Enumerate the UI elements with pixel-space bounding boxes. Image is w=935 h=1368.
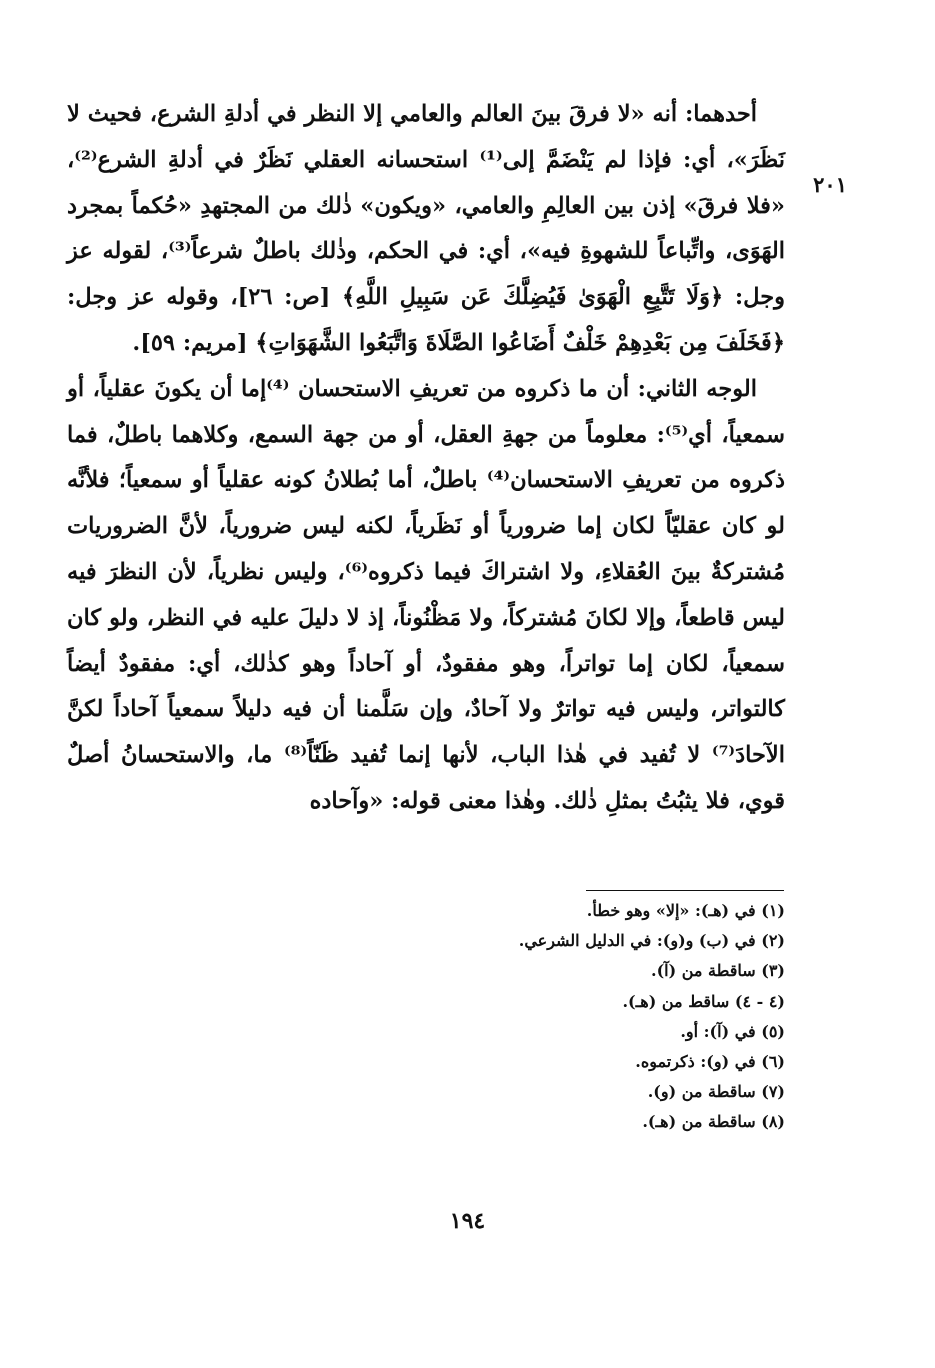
footnote-item: (٦) في (و): ذكرتموه. — [635, 1052, 785, 1072]
footnote-item: (٨) ساقطة من (هـ). — [642, 1112, 785, 1132]
paragraph-second: الوجه الثاني: أن ما ذكروه من تعريفِ الاستحسان ⁽⁴⁾إما أن يكونَ عقلياً، أو سمعياً، أي⁽⁵⁾: معلوماً من جهةِ العقل، أو من جهة السمع، وكلاهما باطلٌ، فما ذكروه من تعريفِ الاستحسان⁽⁴⁾ باطلٌ، أما بُطلانُ كونه عقلياً أو سمعياً؛ فلأنَّه لو كان عقليّاً لكان إما ضرورياً أو نَظَرياً، لكنه ليس ضرورياً، لأنَّ الضروريات مُشتركةٌ بينَ العُقلاءِ، ولا اشتراكَ فيما ذكروه⁽⁶⁾، وليس نظرياً، لأن النظرَ فيه ليس قاطعاً، وإلا لكانَ مُشتركاً، ولا مَظْنُوناً، إذ لا دليلَ عليه في النظر، ولو كان سمعياً، لكان إما تواتراً، وهو مفقودٌ، أو آحاداً وهو كذٰلك، أي: مفقودٌ أيضاً كالتواتر، وليس فيه تواترٌ ولا آحادٌ، وإن سَلَّمنا أن فيه دليلاً سمعياً آحاداً لكنَّ الآحادَ⁽⁷⁾ لا تُفيد في هٰذا الباب، لأنها إنما تُفيد ظَنّاً⁽⁸⁾ ما، والاستحسانُ أصلٌ قوي، فلا يثبُتُ بمثلِ ذٰلك. وهٰذا معنى قوله: «وآحاده — [67, 375, 786, 814]
footnote-item: (٢) في (ب) و(و): في الدليل الشرعي. — [518, 931, 785, 951]
footnote-item: (٣) ساقطة من (آ). — [651, 961, 785, 981]
paragraph-first: أحدهما: أنه «لا فرقَ بينَ العالم والعامي إلا النظر في أدلةِ الشرع، فحيث لا نَظَرَ»، أي: فإذا لم يَنْضَمَّ إلى⁽¹⁾ استحسانه العقلي نَظَرٌ في أدلةِ الشرع⁽²⁾، «فلا فرقَ» إذن بين العالِمِ والعامي، «ويكون» ذٰلك من المجتهدِ «حُكماً بمجرد الهَوَى، واتِّباعاً للشهوةِ فيه»، أي: في الحكم، وذٰلك باطلٌ شرعاً⁽³⁾، لقوله عز وجل: ﴿وَلَا تَتَّبِعِ الْهَوَىٰ فَيُضِلَّكَ عَن سَبِيلِ اللَّهِ﴾ [ص: ٢٦]، وقوله عز وجل: ﴿فَخَلَفَ مِن بَعْدِهِمْ خَلْفٌ أَضَاعُوا الصَّلَاةَ وَاتَّبَعُوا الشَّهَوَاتِ﴾ [مريم: ٥٩]. — [67, 101, 786, 356]
page-number: ١٩٤ — [449, 1208, 486, 1234]
footnote-separator — [586, 890, 784, 891]
footnote-item: (٤ - ٤) ساقط من (هـ). — [622, 991, 785, 1011]
footnote-item: (٧) ساقطة من (و). — [647, 1082, 785, 1102]
margin-reference-number: ٢٠١ — [813, 172, 847, 197]
footnotes-list — [265, 896, 785, 1138]
footnote-item: (٥) في (آ): أو. — [680, 1021, 785, 1041]
main-text-body — [67, 92, 785, 825]
footnote-item: (١) في (هـ): «إلا» وهو خطأ. — [586, 901, 785, 920]
